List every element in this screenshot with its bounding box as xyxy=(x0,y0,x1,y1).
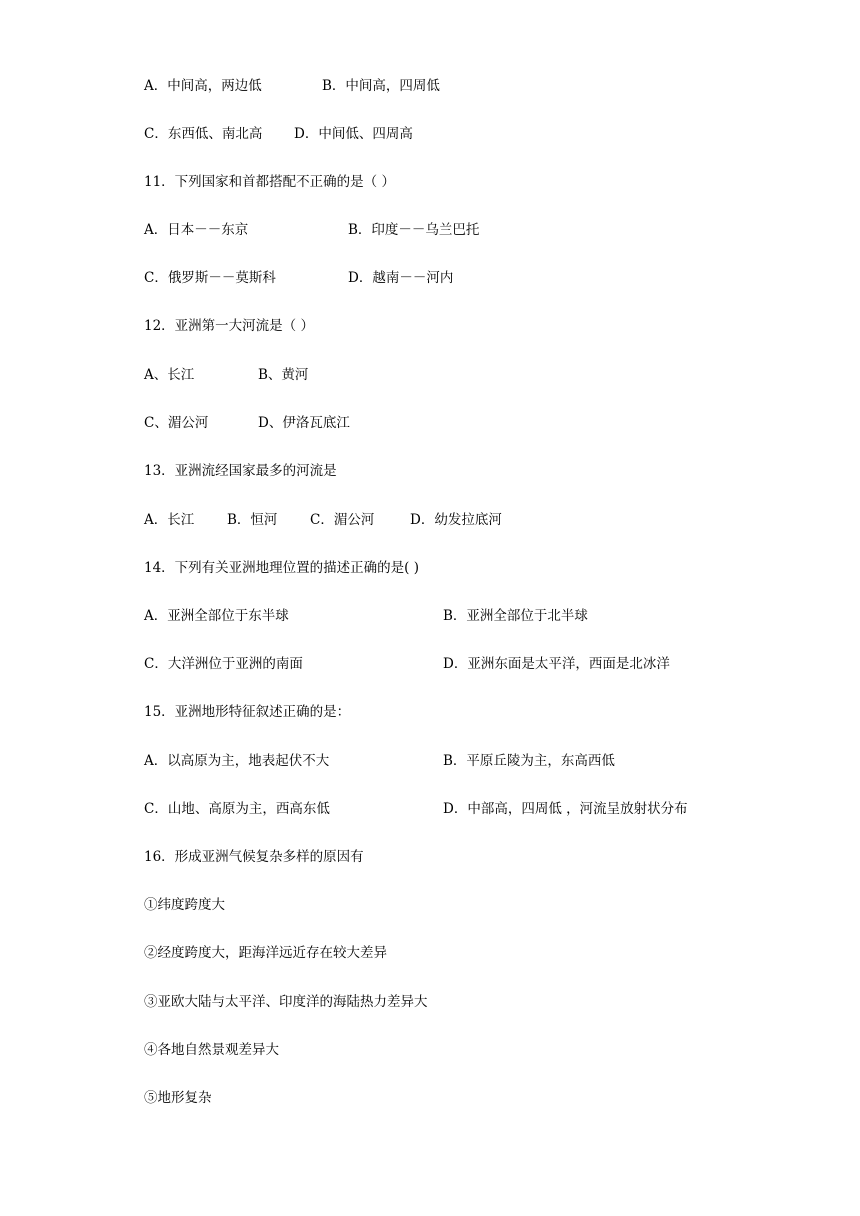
q11-option-b: B．印度－－乌兰巴托 xyxy=(348,222,480,238)
q16-item-2: ②经度跨度大，距海洋远近存在较大差异 xyxy=(144,945,387,961)
q14-option-d: D．亚洲东面是太平洋，西面是北冰洋 xyxy=(443,656,670,672)
q14-stem: 14．下列有关亚洲地理位置的描述正确的是( ) xyxy=(144,560,420,576)
q13-option-a: A．长江 xyxy=(144,512,195,528)
q14-option-b: B．亚洲全部位于北半球 xyxy=(443,608,588,624)
q13-option-d: D．幼发拉底河 xyxy=(410,512,502,528)
q11-option-a: A．日本－－东京 xyxy=(144,222,249,238)
q15-option-d: D．中部高，四周低 ，河流呈放射状分布 xyxy=(443,801,688,817)
q11-option-d: D．越南－－河内 xyxy=(348,270,454,286)
q13-option-b: B．恒河 xyxy=(227,512,278,528)
q15-stem: 15．亚洲地形特征叙述正确的是： xyxy=(144,704,351,720)
q13-option-c: C．湄公河 xyxy=(310,512,375,528)
q16-item-4: ④各地自然景观差异大 xyxy=(144,1042,279,1058)
q16-item-1: ①纬度跨度大 xyxy=(144,897,225,913)
q12-option-c: C、湄公河 xyxy=(144,415,209,431)
q16-item-3: ③亚欧大陆与太平洋、印度洋的海陆热力差异大 xyxy=(144,994,428,1010)
q10-option-c: C．东西低、南北高 xyxy=(144,126,263,142)
q13-stem: 13．亚洲流经国家最多的河流是 xyxy=(144,463,337,479)
q14-option-c: C．大洋洲位于亚洲的南面 xyxy=(144,656,303,672)
q10-option-a: A．中间高，两边低 xyxy=(144,78,262,94)
q15-option-c: C．山地、高原为主，西高东低 xyxy=(144,801,330,817)
q12-option-b: B、黄河 xyxy=(258,367,309,383)
q11-option-c: C．俄罗斯－－莫斯科 xyxy=(144,270,276,286)
q15-option-a: A．以高原为主，地表起伏不大 xyxy=(144,753,330,769)
q12-option-a: A、长江 xyxy=(144,367,195,383)
q10-option-d: D．中间低、四周高 xyxy=(294,126,413,142)
q16-item-5: ⑤地形复杂 xyxy=(144,1090,212,1106)
q15-option-b: B．平原丘陵为主，东高西低 xyxy=(443,753,615,769)
q16-stem: 16．形成亚洲气候复杂多样的原因有 xyxy=(144,849,364,865)
q12-option-d: D、伊洛瓦底江 xyxy=(258,415,350,431)
q11-stem: 11．下列国家和首都搭配不正确的是（ ） xyxy=(144,174,395,190)
q14-option-a: A．亚洲全部位于东半球 xyxy=(144,608,289,624)
q12-stem: 12．亚洲第一大河流是（ ） xyxy=(144,318,314,334)
q10-option-b: B．中间高，四周低 xyxy=(322,78,440,94)
